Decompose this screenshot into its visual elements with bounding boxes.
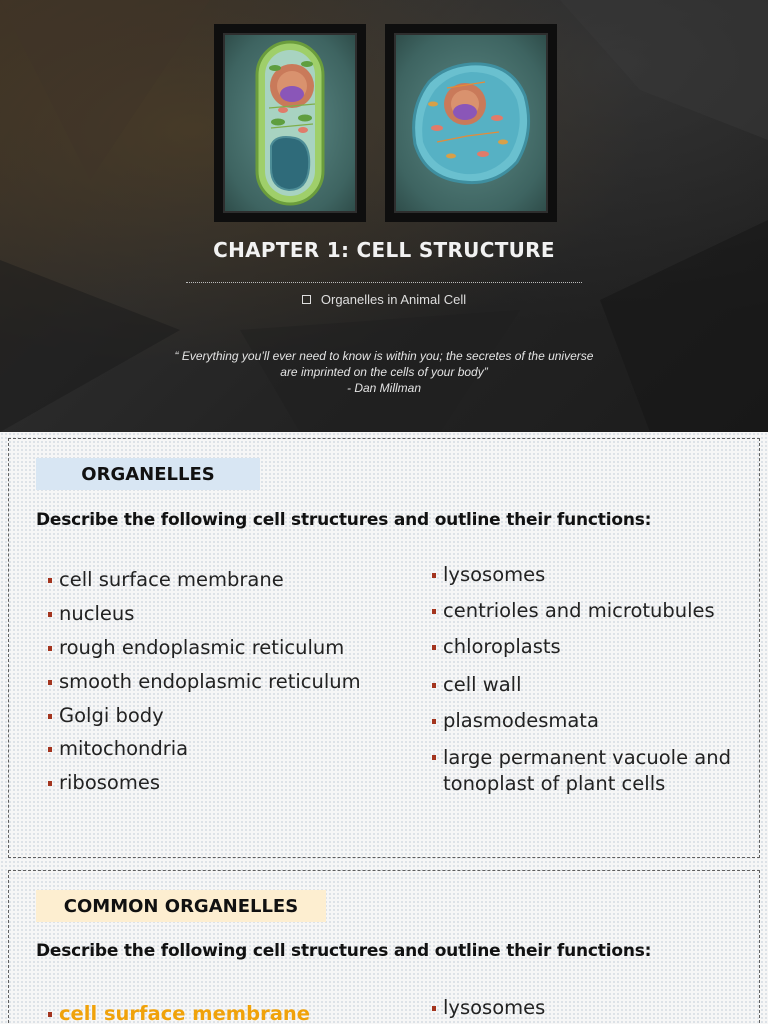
list-item: lysosomes: [431, 563, 741, 587]
list-item: rough endoplasmic reticulum: [47, 636, 361, 660]
chapter-title: CHAPTER 1: CELL STRUCTURE: [213, 238, 555, 262]
plant-cell-image: [214, 24, 366, 222]
organelle-list-right: [431, 563, 741, 797]
common-list-right: [431, 996, 545, 1020]
common-list-left: [47, 1002, 310, 1024]
title-divider: [186, 282, 582, 283]
instruction-text: Describe the following cell structures and outline their functions:: [36, 941, 652, 961]
list-item: plasmodesmata: [431, 709, 741, 733]
common-organelles-slide: [0, 864, 768, 1024]
plant-cell-illustration: [235, 38, 345, 208]
subtitle: [0, 292, 768, 307]
quote-line-1: “ Everything you’ll ever need to know is within you; the secretes of the universe: [174, 349, 594, 363]
list-item: lysosomes: [431, 996, 545, 1020]
list-item: centrioles and microtubules: [431, 599, 741, 623]
organelles-slide: [0, 432, 768, 864]
list-item-highlighted: cell surface membrane: [47, 1002, 310, 1024]
subtitle-text: Organelles in Animal Cell: [320, 292, 467, 307]
list-item: cell surface membrane: [47, 568, 361, 592]
list-item: cell wall: [431, 673, 741, 697]
list-item: Golgi body: [47, 704, 361, 728]
animal-cell-illustration: [407, 58, 535, 188]
list-item: smooth endoplasmic reticulum: [47, 670, 361, 694]
title-slide: [0, 0, 768, 432]
list-item: nucleus: [47, 602, 361, 626]
list-item: large permanent vacuole and tonoplast of plant cells: [431, 745, 741, 797]
quote-author: - Dan Millman: [346, 381, 421, 395]
quote-line-2: are imprinted on the cells of your body”: [280, 365, 488, 379]
section-heading: COMMON ORGANELLES: [36, 890, 326, 922]
organelle-list-left: [47, 568, 361, 795]
animal-cell-image: [385, 24, 557, 222]
list-item: ribosomes: [47, 771, 361, 795]
list-item: chloroplasts: [431, 635, 741, 659]
checkbox-bullet-icon: [302, 295, 311, 304]
section-heading: ORGANELLES: [36, 458, 260, 490]
instruction-text: Describe the following cell structures and outline their functions:: [36, 510, 652, 530]
list-item: mitochondria: [47, 737, 361, 761]
quote: [0, 348, 768, 396]
